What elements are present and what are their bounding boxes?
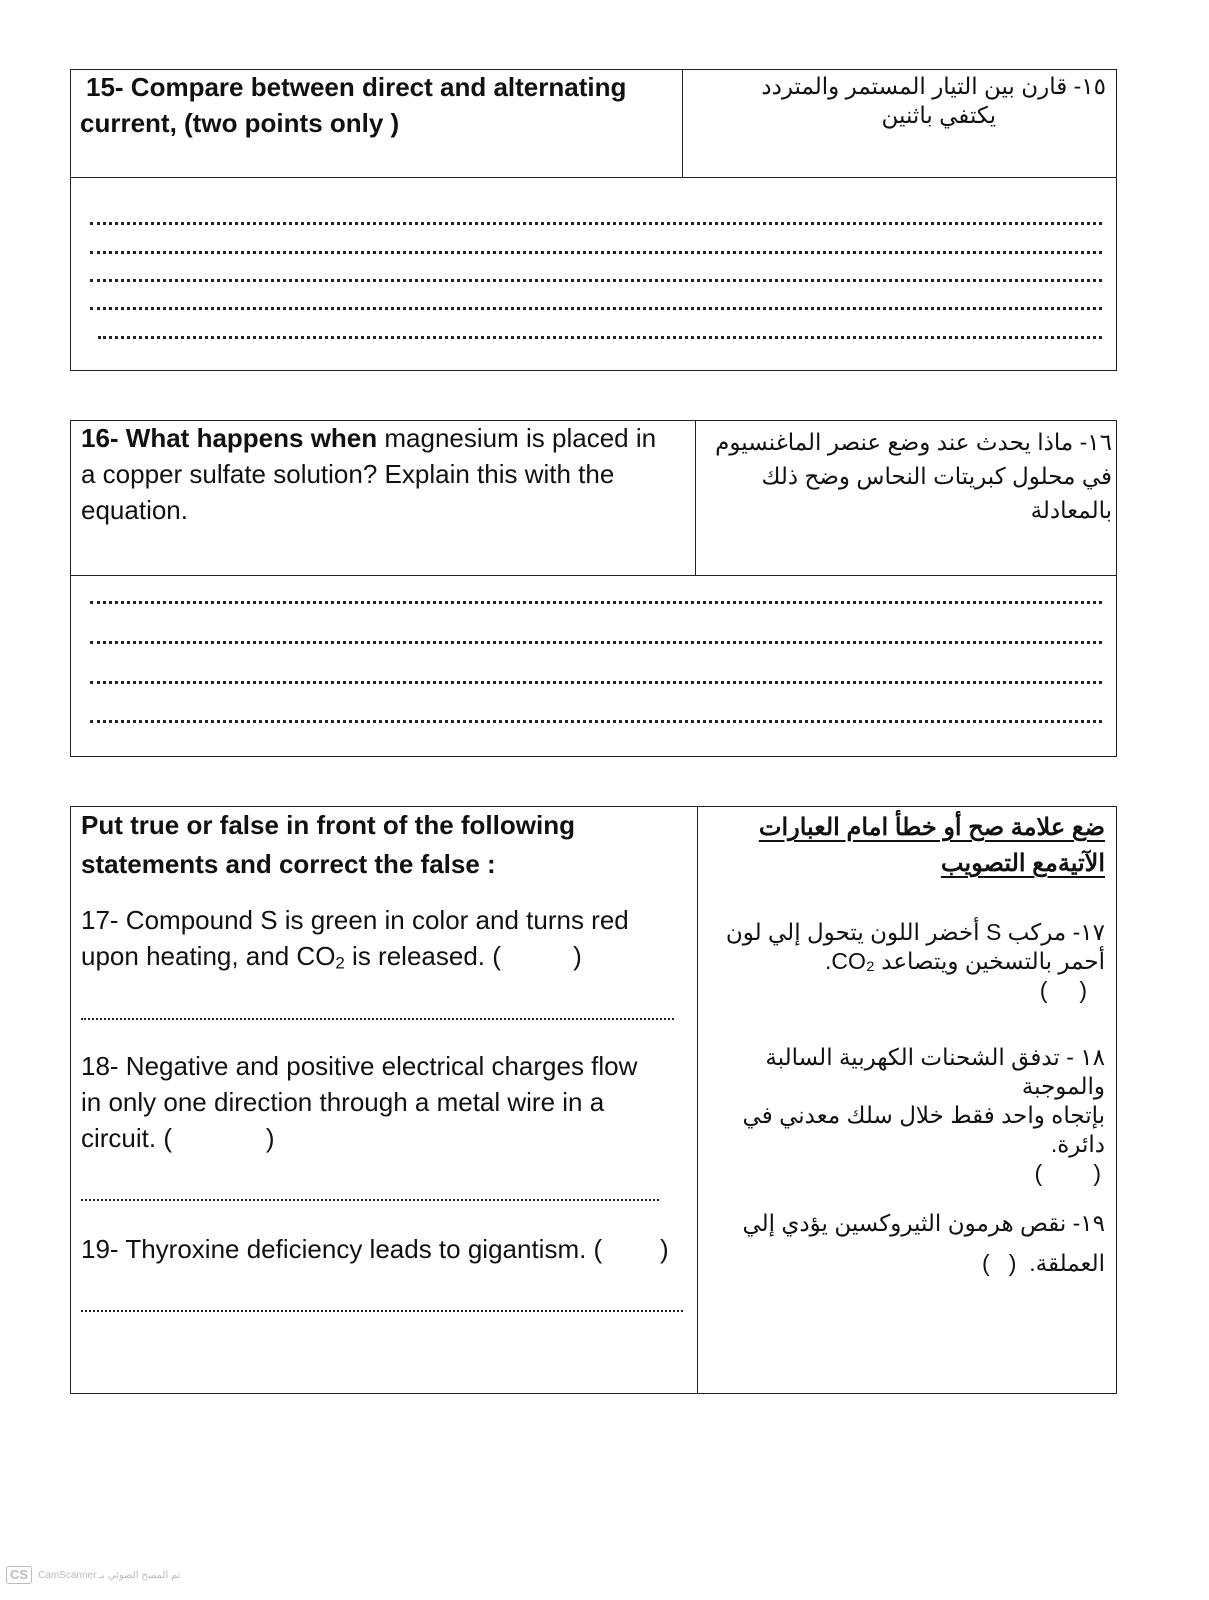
tf-heading-ar-line-2: الآتيةمع التصويب xyxy=(940,850,1105,877)
tf-item-18-en-line-2: in only one direction through a metal wire in a xyxy=(81,1087,605,1117)
tf-item-17-correction-line[interactable] xyxy=(81,1018,674,1020)
q15-ar-line-1: ١٥- قارن بين التيار المستمر والمتردد xyxy=(761,73,1106,99)
q16-answer-line-4[interactable] xyxy=(90,720,1102,723)
tf-item-17-en-line-1: 17- Compound S is green in color and turns red xyxy=(81,905,629,935)
q16-en-line-2: a copper sulfate solution? Explain this with the xyxy=(81,459,615,489)
q15-divider-horizontal xyxy=(70,177,1117,178)
tf-item-18-en xyxy=(81,1048,637,1156)
tf-item-19-correction-line[interactable] xyxy=(81,1310,683,1312)
tf-item-18-ar-line-1: ١٨ - تدفق الشحنات الكهربية السالبة والموجبة xyxy=(765,1044,1105,1099)
tf-item-17-ar xyxy=(705,918,1105,1005)
tf-item-19-en xyxy=(81,1231,669,1267)
tf-heading-ar-line-1: ضع علامة صح أو خطأ امام العبارات xyxy=(758,814,1105,841)
q16-answer-line-2[interactable] xyxy=(90,641,1102,644)
tf-item-17-en xyxy=(81,902,629,981)
tf-item-18-en-line-1: 18- Negative and positive electrical charges flow xyxy=(81,1051,638,1081)
q15-en-line-2: current, (two points only ) xyxy=(80,108,400,138)
tf-item-19-en-line-1: 19- Thyroxine deficiency leads to gigantism. ( ) xyxy=(81,1234,669,1264)
tf-heading-en-line-1: Put true or false in front of the following xyxy=(81,810,575,840)
tf-item-17-en-line-2 xyxy=(81,938,629,981)
q15-answer-line-4[interactable] xyxy=(90,307,1102,310)
tf-item-19-ar-line-1: ١٩- نقص هرمون الثيروكسين يؤدي إلي xyxy=(742,1210,1105,1236)
q16-ar-line-1: ١٦- ماذا يحدث عند وضع عنصر الماغنسيوم xyxy=(715,429,1112,455)
tf-item-19-ar xyxy=(705,1203,1105,1283)
q16-en-line-1 xyxy=(81,420,656,456)
q15-ar-line-2: يكتفي باثنين xyxy=(881,102,996,128)
tf-item-18-ar-answer-blank[interactable]: ( ) xyxy=(1034,1160,1101,1186)
q15-answer-line-3[interactable] xyxy=(90,279,1102,282)
q16-en-bold: 16- What happens when xyxy=(81,423,378,453)
q16-ar-line-3: بالمعادلة xyxy=(1030,497,1112,523)
tf-item-18-correction-line[interactable] xyxy=(81,1199,659,1201)
tf-item-17-en-line-2-pre: upon heating, and CO xyxy=(81,941,336,971)
q16-en-line-3: equation. xyxy=(81,495,188,525)
q15-divider-vertical xyxy=(682,69,683,177)
tf-item-17-en-line-2-post: is released. ( ) xyxy=(344,941,582,971)
tf-item-19-ar-line-2[interactable]: العملقة. ( ) xyxy=(981,1250,1105,1276)
tf-item-17-co2-subscript: 2 xyxy=(335,953,345,973)
q15-answer-line-1[interactable] xyxy=(90,222,1102,225)
tf-item-17-ar-answer-blank[interactable]: ( ) xyxy=(1039,977,1087,1003)
tf-item-17-ar-line-2: أحمر بالتسخين ويتصاعد CO₂. xyxy=(825,948,1105,974)
camscanner-text: CamScanner تم المسح الضوئي بـ xyxy=(38,1569,181,1581)
q16-question-en xyxy=(81,420,656,528)
q15-question-ar xyxy=(686,72,1106,130)
q16-divider-horizontal xyxy=(70,575,1117,576)
camscanner-watermark xyxy=(6,1566,180,1584)
tf-heading-en xyxy=(81,806,575,884)
camscanner-logo-icon: CS xyxy=(6,1566,32,1584)
q15-answer-line-2[interactable] xyxy=(90,251,1102,254)
q16-answer-line-1[interactable] xyxy=(90,601,1102,604)
tf-item-18-ar xyxy=(695,1043,1105,1188)
tf-heading-ar xyxy=(705,810,1105,882)
q15-en-line-1: 15- Compare between direct and alternating xyxy=(86,72,627,102)
tf-item-18-ar-line-2: بإتجاه واحد فقط خلال سلك معدني في دائرة. xyxy=(742,1102,1105,1157)
tf-item-17-ar-line-1: ١٧- مركب S أخضر اللون يتحول إلي لون xyxy=(725,919,1105,945)
tf-heading-en-line-2: statements and correct the false : xyxy=(81,849,496,879)
q16-divider-vertical xyxy=(695,420,696,575)
q16-en-rest: magnesium is placed in xyxy=(377,423,657,453)
q15-answer-line-5[interactable] xyxy=(98,336,1102,339)
tf-item-18-en-line-3: circuit. ( ) xyxy=(81,1123,275,1153)
q15-question-en xyxy=(80,69,626,141)
q16-ar-line-2: في محلول كبريتات النحاس وضح ذلك xyxy=(761,463,1112,489)
q16-answer-line-3[interactable] xyxy=(90,681,1102,684)
q16-question-ar xyxy=(702,425,1112,527)
